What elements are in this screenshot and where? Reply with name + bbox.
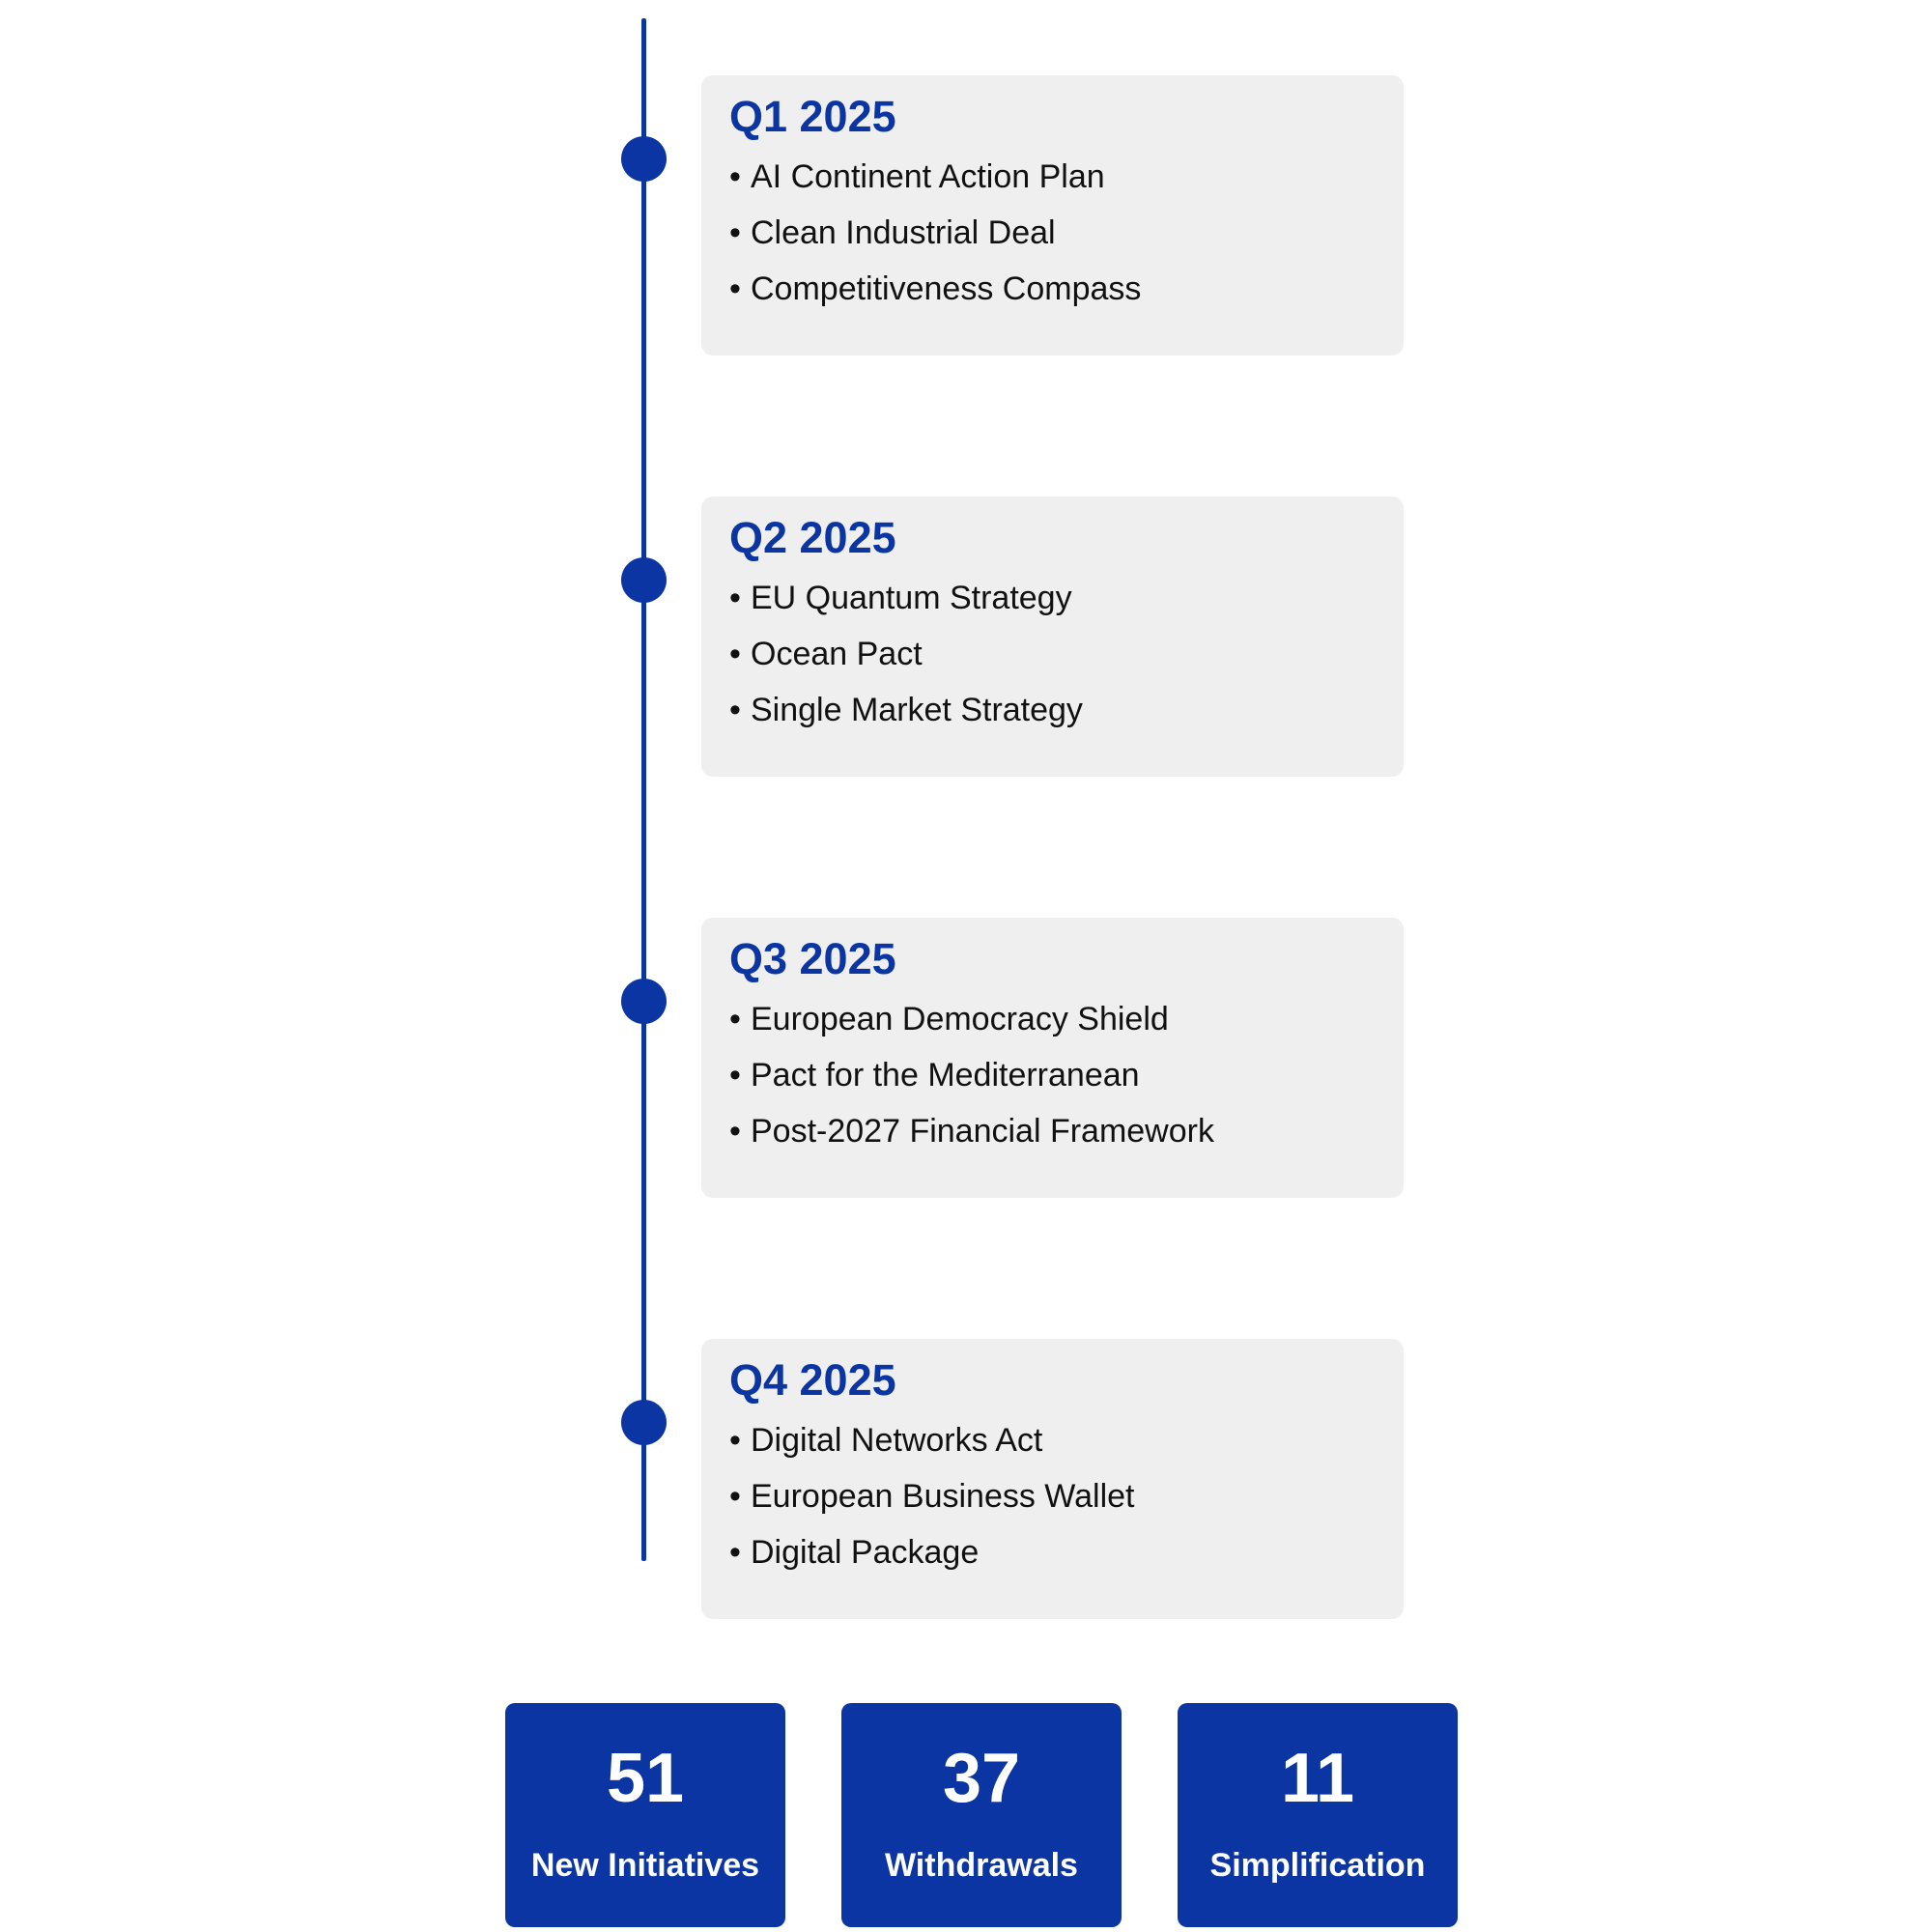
- bullet-icon: •: [729, 1422, 741, 1459]
- initiative-list: [729, 991, 1404, 1159]
- initiative-label: Ocean Pact: [751, 636, 923, 672]
- timeline-dot-q4: [621, 1400, 667, 1445]
- initiative-label: Post-2027 Financial Framework: [751, 1113, 1214, 1150]
- bullet-icon: •: [729, 270, 741, 307]
- initiative-label: European Business Wallet: [751, 1478, 1135, 1515]
- initiative-item: [729, 1468, 1404, 1524]
- initiative-item: [729, 570, 1404, 626]
- initiative-label: European Democracy Shield: [751, 1001, 1169, 1037]
- initiative-item: [729, 1524, 1404, 1580]
- initiative-label: Pact for the Mediterranean: [751, 1057, 1140, 1094]
- quarter-card-q4: [701, 1339, 1404, 1619]
- quarter-title: Q1 2025: [729, 92, 896, 141]
- quarter-title: Q3 2025: [729, 934, 896, 983]
- initiative-item: [729, 1412, 1404, 1468]
- bullet-icon: •: [729, 158, 741, 195]
- initiative-list: [729, 1412, 1404, 1580]
- initiative-item: [729, 1047, 1404, 1103]
- bullet-icon: •: [729, 692, 741, 728]
- stat-label: Simplification: [1209, 1847, 1426, 1884]
- bullet-icon: •: [729, 1057, 741, 1094]
- timeline-line: [641, 18, 646, 1561]
- bullet-icon: •: [729, 636, 741, 672]
- bullet-icon: •: [729, 1534, 741, 1571]
- bullet-icon: •: [729, 214, 741, 251]
- stat-box-simplification: [1178, 1703, 1458, 1927]
- initiative-item: [729, 991, 1404, 1047]
- initiative-label: AI Continent Action Plan: [751, 158, 1105, 195]
- bullet-icon: •: [729, 1113, 741, 1150]
- stat-label: Withdrawals: [885, 1847, 1078, 1884]
- initiative-list: [729, 149, 1404, 317]
- stat-value: 51: [606, 1740, 685, 1817]
- initiative-item: [729, 149, 1404, 205]
- stat-box-new-initiatives: [505, 1703, 785, 1927]
- stat-value: 11: [1280, 1740, 1355, 1817]
- initiative-label: Digital Package: [751, 1534, 980, 1571]
- timeline-dot-q1: [621, 136, 667, 182]
- stat-box-withdrawals: [841, 1703, 1122, 1927]
- initiative-label: Digital Networks Act: [751, 1422, 1043, 1459]
- timeline-dot-q2: [621, 557, 667, 603]
- initiative-list: [729, 570, 1404, 738]
- initiative-item: [729, 626, 1404, 682]
- bullet-icon: •: [729, 1478, 741, 1515]
- quarter-card-q3: [701, 918, 1404, 1198]
- initiative-label: Single Market Strategy: [751, 692, 1083, 728]
- initiative-item: [729, 682, 1404, 738]
- stat-value: 37: [942, 1740, 1021, 1817]
- initiative-item: [729, 261, 1404, 317]
- timeline-dot-q3: [621, 979, 667, 1024]
- initiative-item: [729, 1103, 1404, 1159]
- quarter-title: Q4 2025: [729, 1355, 896, 1405]
- initiative-item: [729, 205, 1404, 261]
- quarter-card-q2: [701, 497, 1404, 777]
- initiative-label: Clean Industrial Deal: [751, 214, 1056, 251]
- quarter-title: Q2 2025: [729, 513, 896, 562]
- quarter-card-q1: [701, 75, 1404, 355]
- bullet-icon: •: [729, 1001, 741, 1037]
- initiative-label: Competitiveness Compass: [751, 270, 1142, 307]
- stat-label: New Initiatives: [530, 1847, 760, 1884]
- bullet-icon: •: [729, 580, 741, 616]
- initiative-label: EU Quantum Strategy: [751, 580, 1072, 616]
